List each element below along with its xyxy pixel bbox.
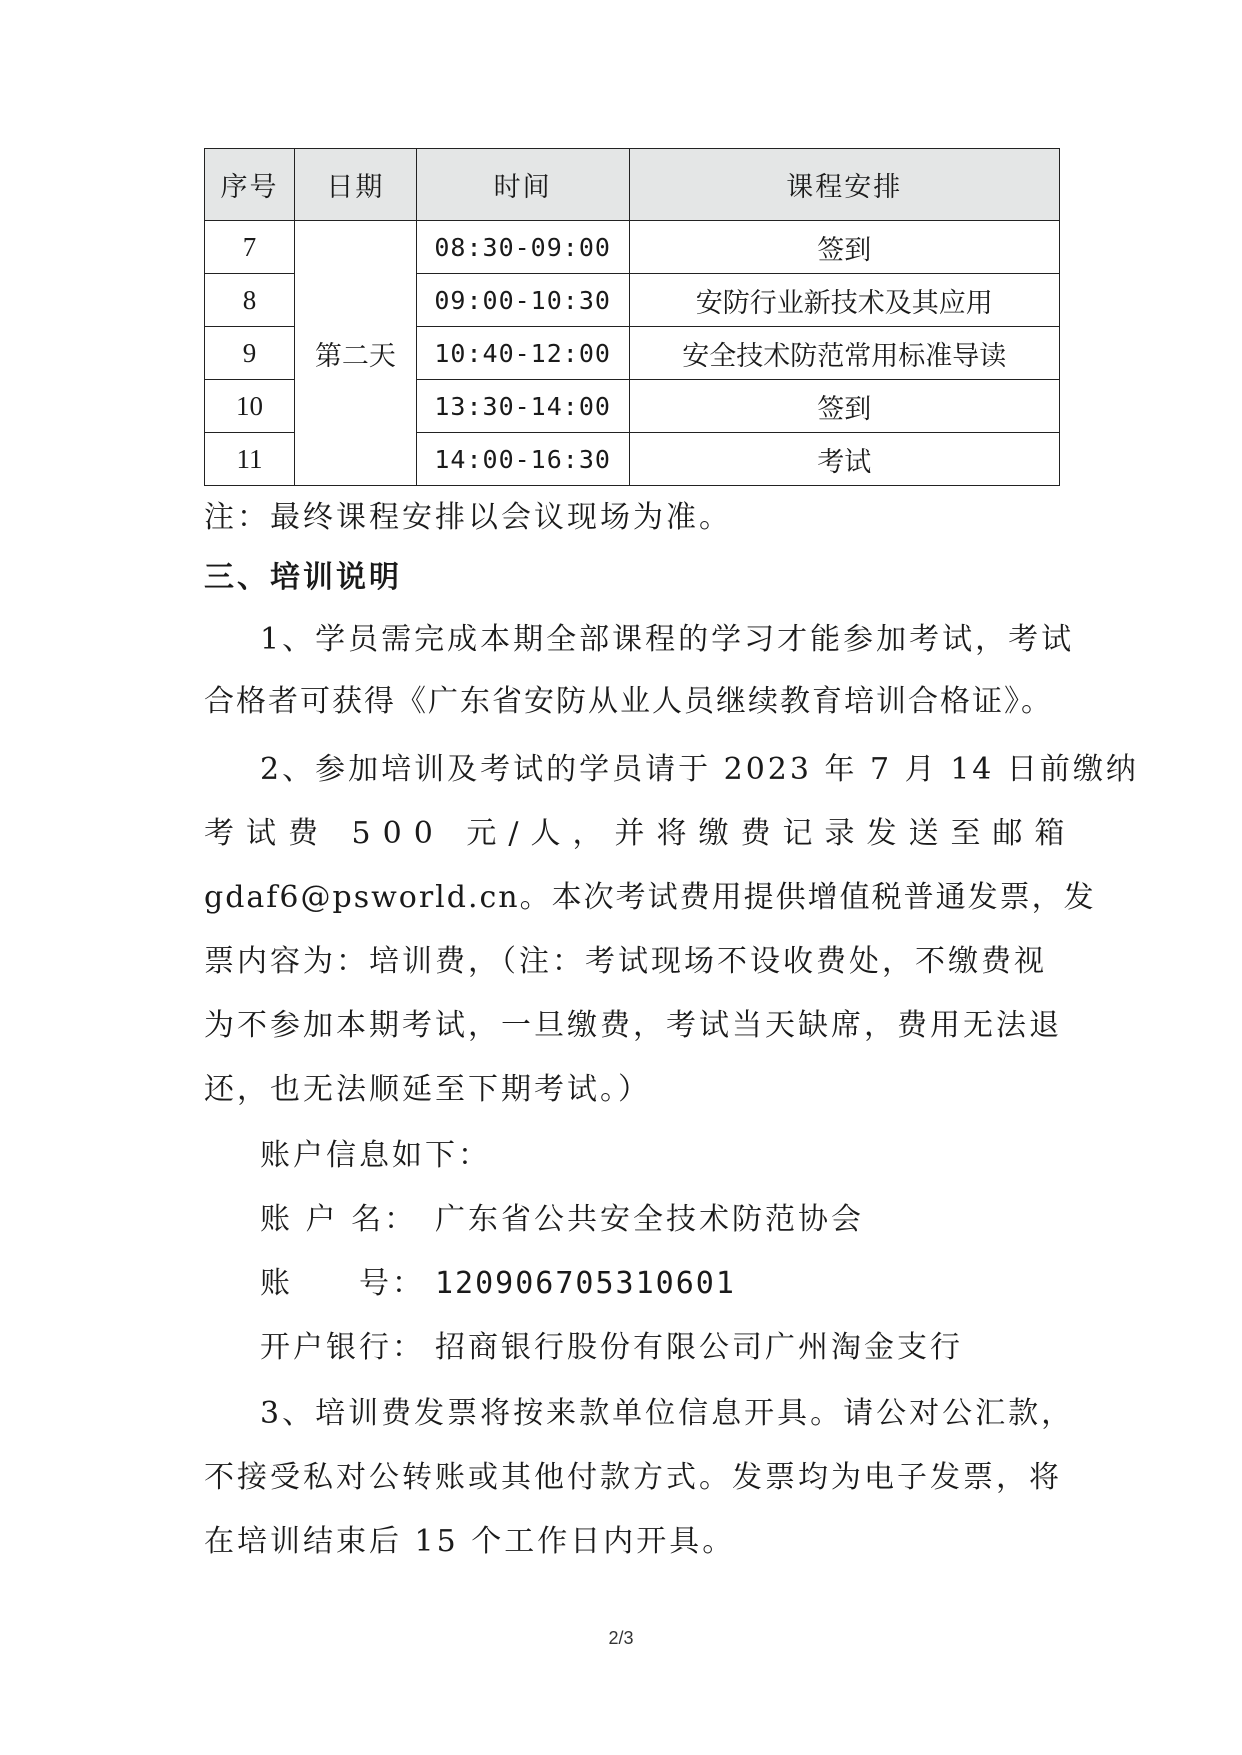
account-name-value: 广东省公共安全技术防范协会 [435, 1202, 864, 1237]
row-time: 13:30-14:00 [416, 380, 629, 433]
day-cell: 第二天 [294, 221, 416, 486]
account-number-line [260, 1258, 736, 1302]
paragraph-2-line-3: gdaf6@psworld.cn。本次考试费用提供增值税普通发票，发 [204, 880, 1096, 915]
row-time: 08:30-09:00 [416, 221, 629, 274]
account-name-line [260, 1194, 864, 1238]
paragraph-2-line-5: 为不参加本期考试，一旦缴费，考试当天缺席，费用无法退 [204, 1008, 1062, 1043]
account-name-label: 账 户 名： [260, 1202, 418, 1237]
row-serial: 11 [205, 433, 295, 486]
row-course: 考试 [629, 433, 1059, 486]
row-serial: 7 [205, 221, 295, 274]
row-course: 安防行业新技术及其应用 [629, 274, 1059, 327]
header-time: 时间 [416, 149, 629, 221]
account-bank-line [260, 1322, 963, 1366]
account-intro: 账户信息如下： [260, 1138, 491, 1173]
table-header-row [205, 149, 1060, 221]
paragraph-2-line-6: 还，也无法顺延至下期考试。） [204, 1072, 651, 1107]
paragraph-2-line-1: 2、参加培训及考试的学员请于 2023 年 7 月 14 日前缴纳 [260, 752, 1139, 787]
paragraph-3-line-1: 3、培训费发票将按来款单位信息开具。请公对公汇款， [260, 1396, 1075, 1431]
row-course: 签到 [629, 380, 1059, 433]
paragraph-3-line-2: 不接受私对公转账或其他付款方式。发票均为电子发票，将 [204, 1460, 1062, 1495]
paragraph-1-line-1: 1、学员需完成本期全部课程的学习才能参加考试，考试 [260, 622, 1075, 657]
paragraph-2-line-4: 票内容为：培训费，（注：考试现场不设收费处，不缴费视 [204, 944, 1047, 979]
table-row [205, 221, 1060, 274]
schedule-note: 注：最终课程安排以会议现场为准。 [204, 500, 732, 535]
row-serial: 8 [205, 274, 295, 327]
page-number: 2/3 [608, 1628, 634, 1648]
section-title: 三、培训说明 [204, 560, 402, 595]
row-course: 签到 [629, 221, 1059, 274]
row-time: 10:40-12:00 [416, 327, 629, 380]
row-serial: 10 [205, 380, 295, 433]
schedule-table [204, 148, 1060, 486]
header-course: 课程安排 [629, 149, 1059, 221]
row-time: 09:00-10:30 [416, 274, 629, 327]
paragraph-1-line-2: 合格者可获得《广东省安防从业人员继续教育培训合格证》。 [204, 684, 1053, 719]
row-serial: 9 [205, 327, 295, 380]
account-number-label: 账 号： [260, 1266, 425, 1301]
row-time: 14:00-16:30 [416, 433, 629, 486]
header-serial: 序号 [205, 149, 295, 221]
account-bank-label: 开户银行： [260, 1330, 425, 1365]
paragraph-2-line-2: 考试费 500 元/人，并将缴费记录发送至邮箱 [204, 816, 1077, 851]
row-course: 安全技术防范常用标准导读 [629, 327, 1059, 380]
paragraph-3-line-3: 在培训结束后 15 个工作日内开具。 [204, 1524, 736, 1559]
account-number-value: 120906705310601 [435, 1266, 736, 1301]
account-bank-value: 招商银行股份有限公司广州淘金支行 [435, 1330, 963, 1365]
header-date: 日期 [294, 149, 416, 221]
